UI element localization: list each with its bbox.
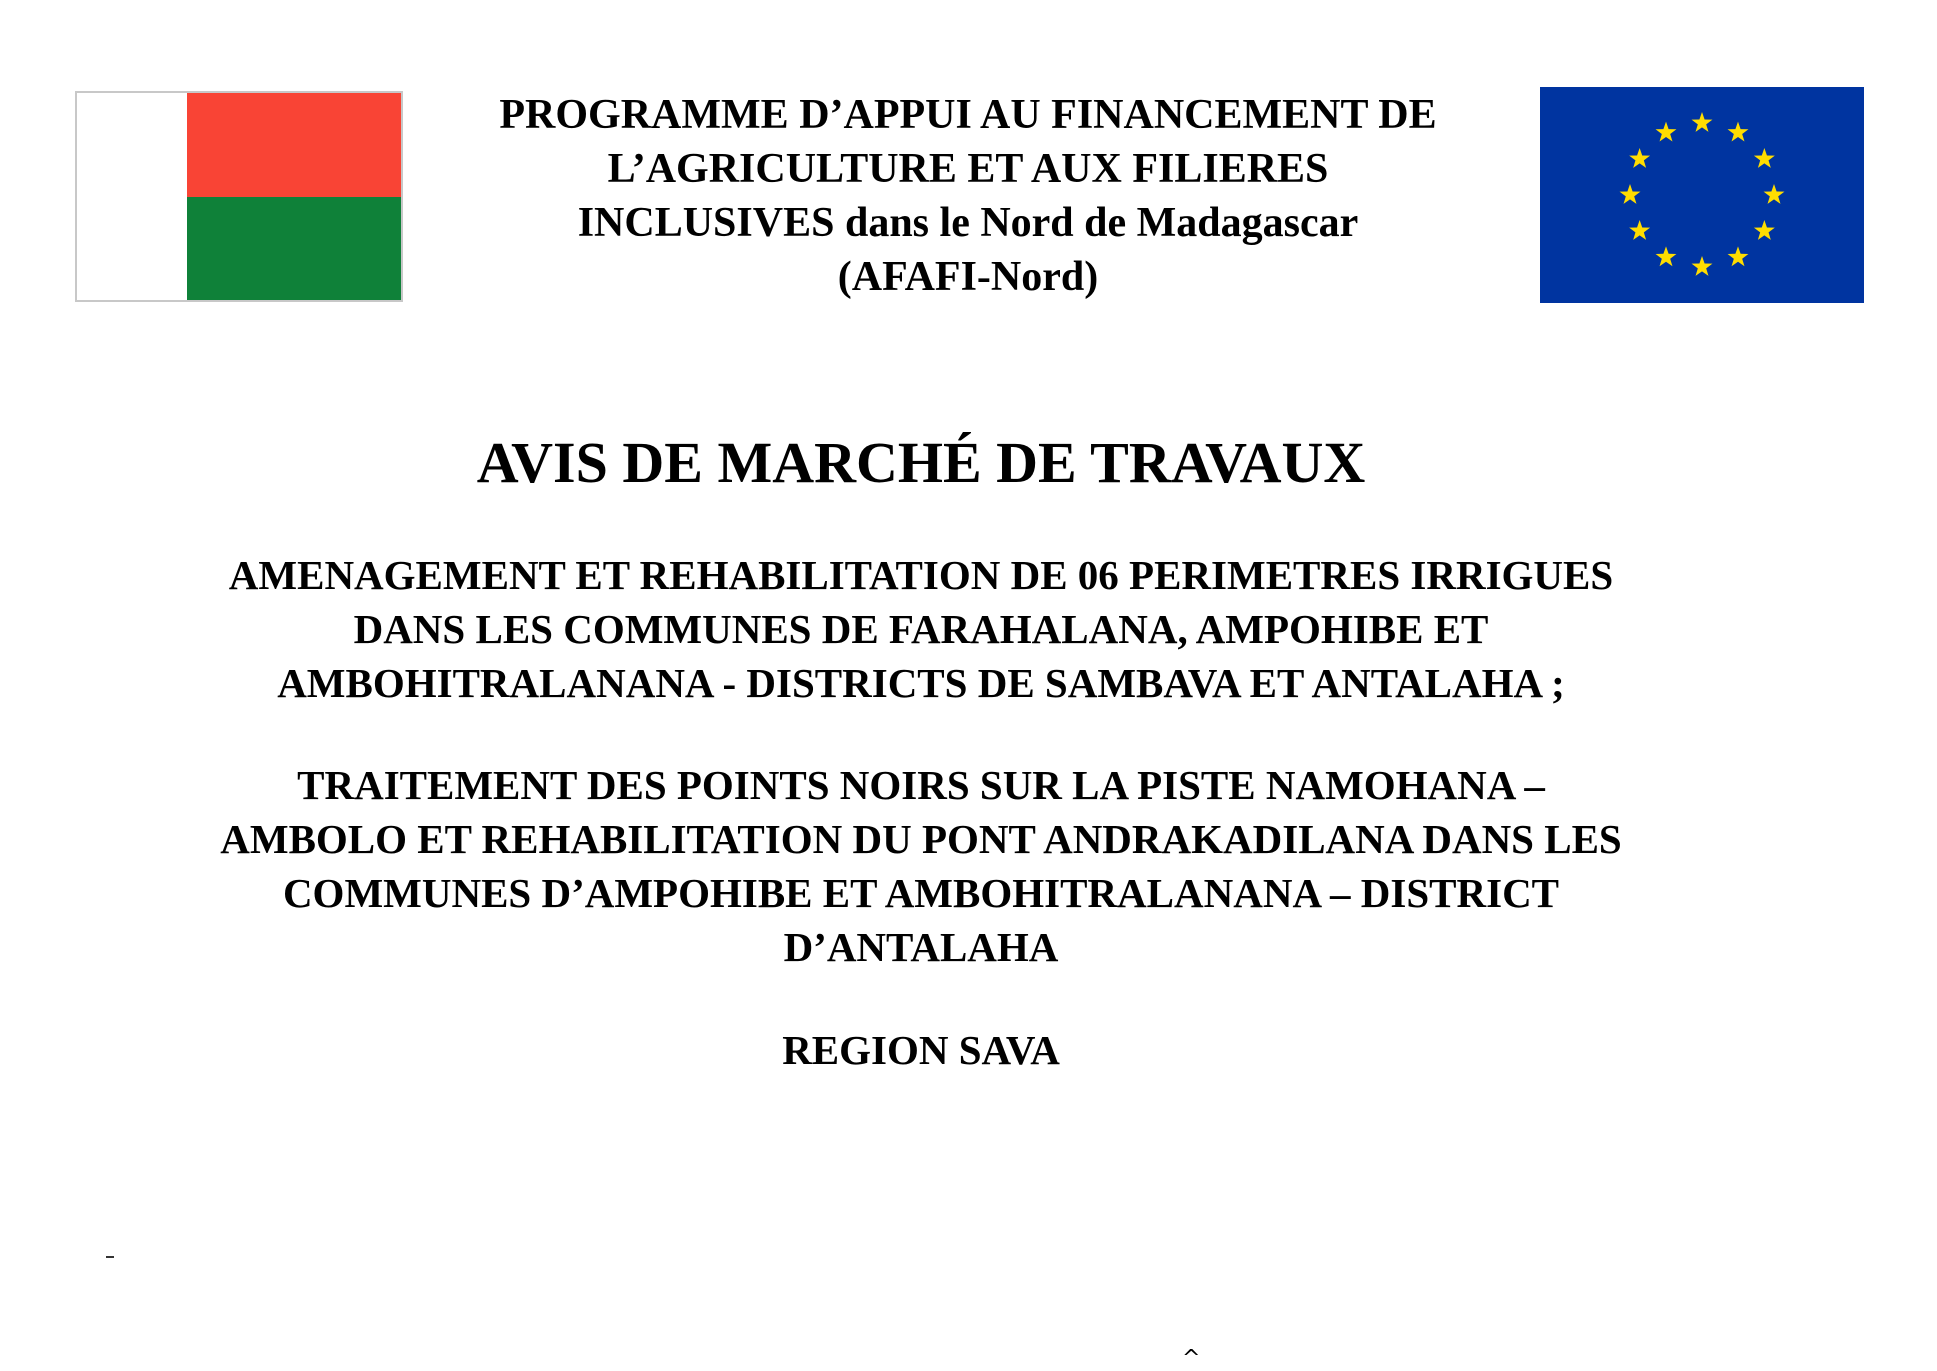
flag-red-band <box>187 93 401 197</box>
lot2-line: COMMUNES D’AMPOHIBE ET AMBOHITRALANANA – DISTRICT <box>282 870 1560 916</box>
lot2-line: D’ANTALAHA <box>783 924 1059 970</box>
european-union-flag-icon <box>1540 87 1864 303</box>
notice-title: AVIS DE MARCHÉ DE TRAVAUX <box>476 430 1366 495</box>
lot2-description <box>0 758 1842 974</box>
stray-mark: ^ <box>1182 1346 1201 1371</box>
lot2-line: TRAITEMENT DES POINTS NOIRS SUR LA PISTE NAMOHANA – <box>297 762 1545 808</box>
program-line: INCLUSIVES dans le Nord de Madagascar <box>577 200 1359 246</box>
flag-white-band <box>77 93 187 300</box>
lot1-description <box>0 548 1842 710</box>
lot1-line: AMENAGEMENT ET REHABILITATION DE 06 PERIMETRES IRRIGUES <box>228 552 1614 598</box>
program-title <box>420 88 1516 304</box>
region-label: REGION SAVA <box>782 1027 1060 1073</box>
lot1-line: DANS LES COMMUNES DE FARAHALANA, AMPOHIBE ET <box>353 606 1489 652</box>
program-line: (AFAFI-Nord) <box>837 254 1099 300</box>
lot1-line: AMBOHITRALANANA - DISTRICTS DE SAMBAVA ET ANTALAHA ; <box>277 660 1565 706</box>
program-line: PROGRAMME D’APPUI AU FINANCEMENT DE <box>499 92 1437 138</box>
stray-mark <box>106 1252 114 1258</box>
eu-flag-graphic <box>1540 87 1864 303</box>
madagascar-flag-icon <box>75 91 403 302</box>
flag-green-band <box>187 197 401 301</box>
program-line: L’AGRICULTURE ET AUX FILIERES <box>607 146 1329 192</box>
lot2-line: AMBOLO ET REHABILITATION DU PONT ANDRAKADILANA DANS LES <box>220 816 1622 862</box>
